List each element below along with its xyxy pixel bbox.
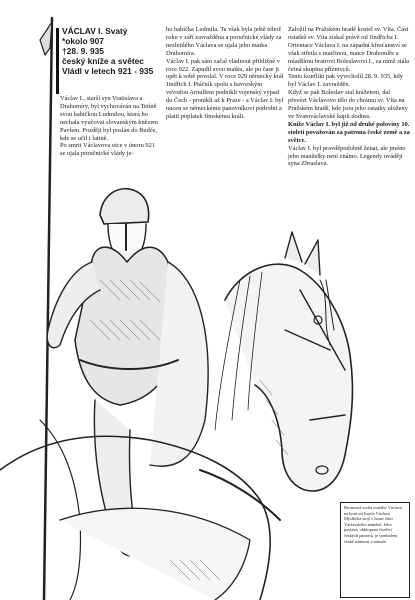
horse-saddle-cloth [60, 508, 250, 600]
lance-pennant [40, 22, 52, 55]
title-name: VÁCLAV I. Svatý [62, 26, 128, 36]
text-column-3 [288, 26, 410, 168]
text-column-2 [166, 26, 284, 121]
title-bar-marker [56, 28, 59, 94]
inset-caption-text: Bronzová socha svatého Václava na koni od Josefa Václava Myslbeka stojí v horní části Václavského náměstí. Jeho postava, obklopená čtveřicí českých patronů, je symbolem české státnosti a národa. [344, 505, 403, 544]
horse-ear-left [285, 232, 302, 262]
paragraph-highlight: Kníže Václav I. byl již od druhé poloviny 10. století považován za patrona české země a za světce. [288, 120, 410, 144]
paragraph: Václav I. byl pravděpodobně ženat, ale jméno jeho manželky není známo. Legendy uvádějí syna Zbraslava. [288, 144, 406, 168]
paragraph: Tento konflikt pak vyvrcholil 28. 9. 935, kdy byl Václav I. zavražděn. [288, 73, 403, 89]
title-died: †28. 9. 935 [62, 46, 104, 56]
title-born: *okolo 907 [62, 36, 104, 46]
rider-helmet [100, 189, 149, 224]
paragraph: Václav I. pak sám začal vládnout přibližně v roce 922. Zapudil svou matku, ale po čase ji opět k sobě povolal. V roce 929 německý král Jindřich I. Ptáčník spolu s bavorským vévodou Arnulfem podnikli vojenský výpad do Čech - pronikli až k Praze - a Václav I. byl nucen se německému panovníkovi podrobit a platit poplatek římskému králi. [166, 57, 284, 120]
paragraph: Po smrti Václavova otce v únoru 921 se ujala poručnické vlády je- [60, 142, 156, 158]
inset-caption-box [340, 502, 410, 598]
title-reign: Vládl v letech 921 - 935 [62, 66, 154, 76]
horse-ear-right [305, 240, 320, 275]
lance [44, 18, 52, 600]
paragraph: Založil na Pražském hradě kostel sv. Víta. Část ostatků sv. Víta získal právě od Jindřicha I. [288, 26, 409, 41]
text-column-1 [60, 95, 160, 158]
title-role: český kníže a světec [62, 56, 144, 66]
paragraph: Orientace Václava I. na západní křesťanství se však střetla s matčinou, matce Drahomíře a mladšímu bratrovi Boleslavovi I., za nímž stála četná skupina příznivců. [288, 41, 410, 73]
horse-head [225, 264, 352, 491]
paragraph: Václav I., starší syn Vratislava a Drahomíry, byl vychováván na Tetíně svou babičkou Ludmilou, která ho nechala vyučovat slovanským knězem Pavlem. Později byl poslán do Budče, kde se učil i latině. [60, 95, 159, 142]
paragraph: ho babička Ludmila. Ta však byla ještě téhož roku v září zavražděna a poručnické vlády za nezletilého Václava se ujala jeho matka Drahomíra. [166, 26, 282, 57]
title-block [62, 26, 162, 76]
paragraph: Když se pak Boleslav stal knížetem, dal převézt Václavovo tělo do chrámu sv. Víta na Pražském hradě, kde jsou jeho ostatky uloženy ve Svatováclavské kapli dodnes. [288, 89, 408, 120]
